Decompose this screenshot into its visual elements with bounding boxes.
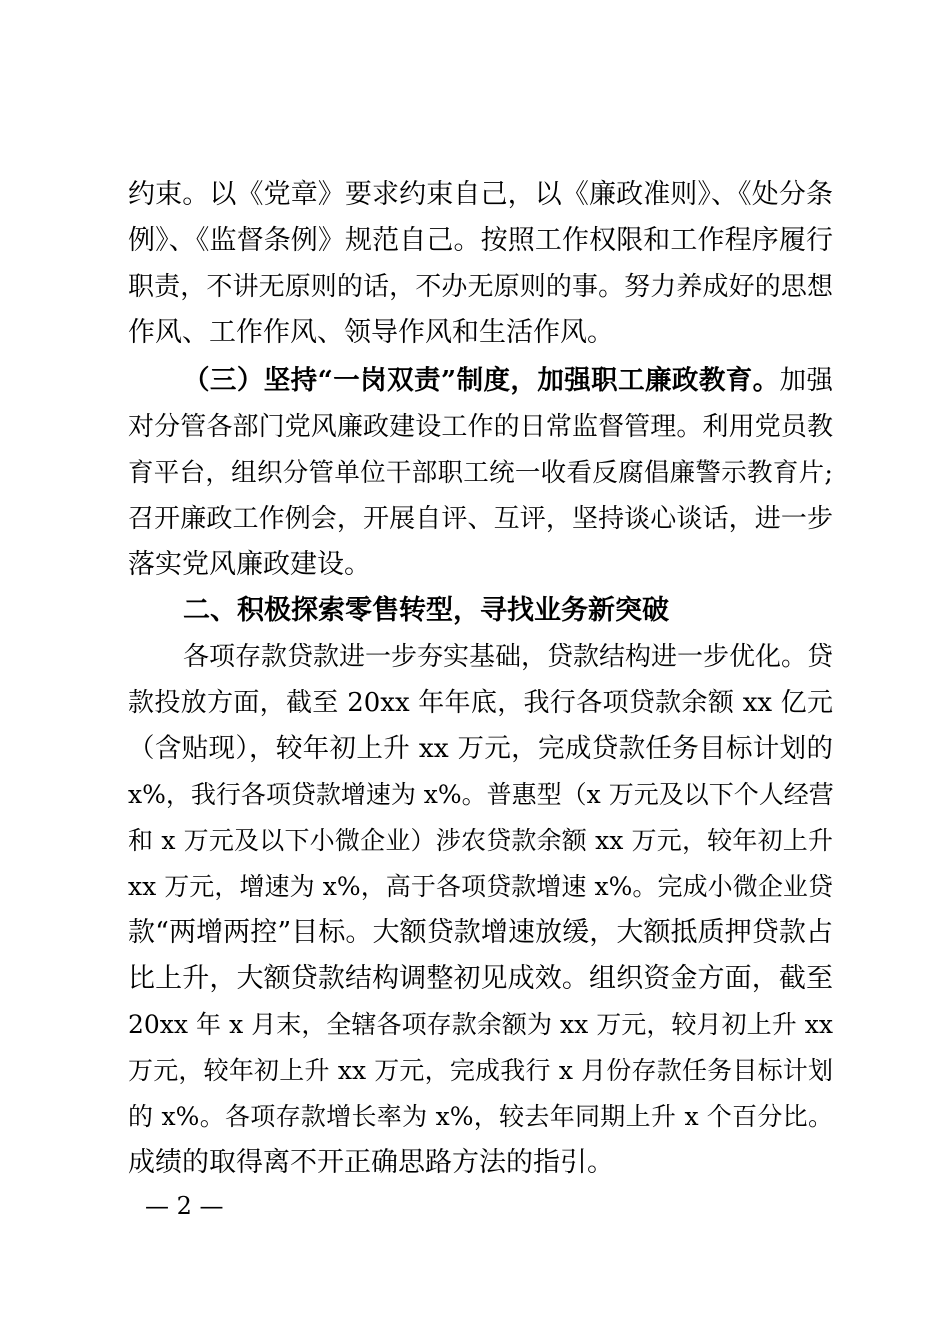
- paragraph-2-line-1: [183, 361, 833, 401]
- section-heading: 二、积极探索零售转型，寻找业务新突破: [183, 595, 669, 626]
- paragraph-3-line-10: 万元，较年初上升 xx 万元，完成我行 x 月份存款任务目标计划: [128, 1056, 833, 1085]
- paragraph-1-line-4: 作风、工作作风、领导作风和生活作风。: [128, 317, 614, 348]
- paragraph-2-line-1-rest: 加强: [779, 365, 833, 396]
- paragraph-3-line-11: 的 x%。各项存款增长率为 x%，较去年同期上升 x 个百分比。: [128, 1102, 833, 1131]
- paragraph-3-line-1: 各项存款贷款进一步夯实基础，贷款结构进一步优化。贷: [183, 642, 834, 672]
- paragraph-3-line-3: （含贴现），较年初上升 xx 万元，完成贷款任务目标计划的: [128, 733, 833, 764]
- paragraph-3-line-5: 和 x 万元及以下小微企业）涉农贷款余额 xx 万元，较年初上升: [128, 826, 833, 855]
- paragraph-3-line-8: 比上升，大额贷款结构调整初见成效。组织资金方面，截至: [128, 963, 833, 994]
- paragraph-1-line-2: 例》、《监督条例》规范自己。按照工作权限和工作程序履行: [128, 225, 833, 256]
- paragraph-1-line-3: 职责，不讲无原则的话，不办无原则的事。努力养成好的思想: [128, 272, 833, 302]
- paragraph-2-line-5: 落实党风廉政建设。: [128, 549, 371, 580]
- paragraph-1-line-1: 约束。以《党章》要求约束自己，以《廉政准则》、《处分条: [128, 179, 833, 210]
- paragraph-2-line-4: 召开廉政工作例会，开展自评、互评，坚持谈心谈话，进一步: [128, 504, 833, 534]
- paragraph-3-line-12: 成绩的取得离不开正确思路方法的指引。: [128, 1147, 614, 1178]
- paragraph-3-line-4: x%，我行各项贷款增速为 x%。普惠型（x 万元及以下个人经营: [128, 780, 834, 809]
- paragraph-3-line-7: 款“两增两控”目标。大额贷款增速放缓，大额抵质押贷款占: [128, 917, 833, 948]
- paragraph-2-line-2: 对分管各部门党风廉政建设工作的日常监督管理。利用党员教: [128, 412, 833, 442]
- paragraph-3-line-9: 20xx 年 x 月末，全辖各项存款余额为 xx 万元，较月初上升 xx: [128, 1010, 833, 1039]
- paragraph-2-line-3: 育平台，组织分管单位干部职工统一收看反腐倡廉警示教育片;: [128, 458, 833, 488]
- paragraph-3-line-6: xx 万元，增速为 x%，高于各项贷款增速 x%。完成小微企业贷: [128, 872, 833, 901]
- page-number: — 2 —: [145, 1192, 224, 1220]
- paragraph-2-lead: （三）坚持“一岗双责”制度，加强职工廉政教育。: [183, 365, 780, 396]
- paragraph-3-line-2: 款投放方面，截至 20xx 年年底，我行各项贷款余额 xx 亿元: [128, 688, 833, 718]
